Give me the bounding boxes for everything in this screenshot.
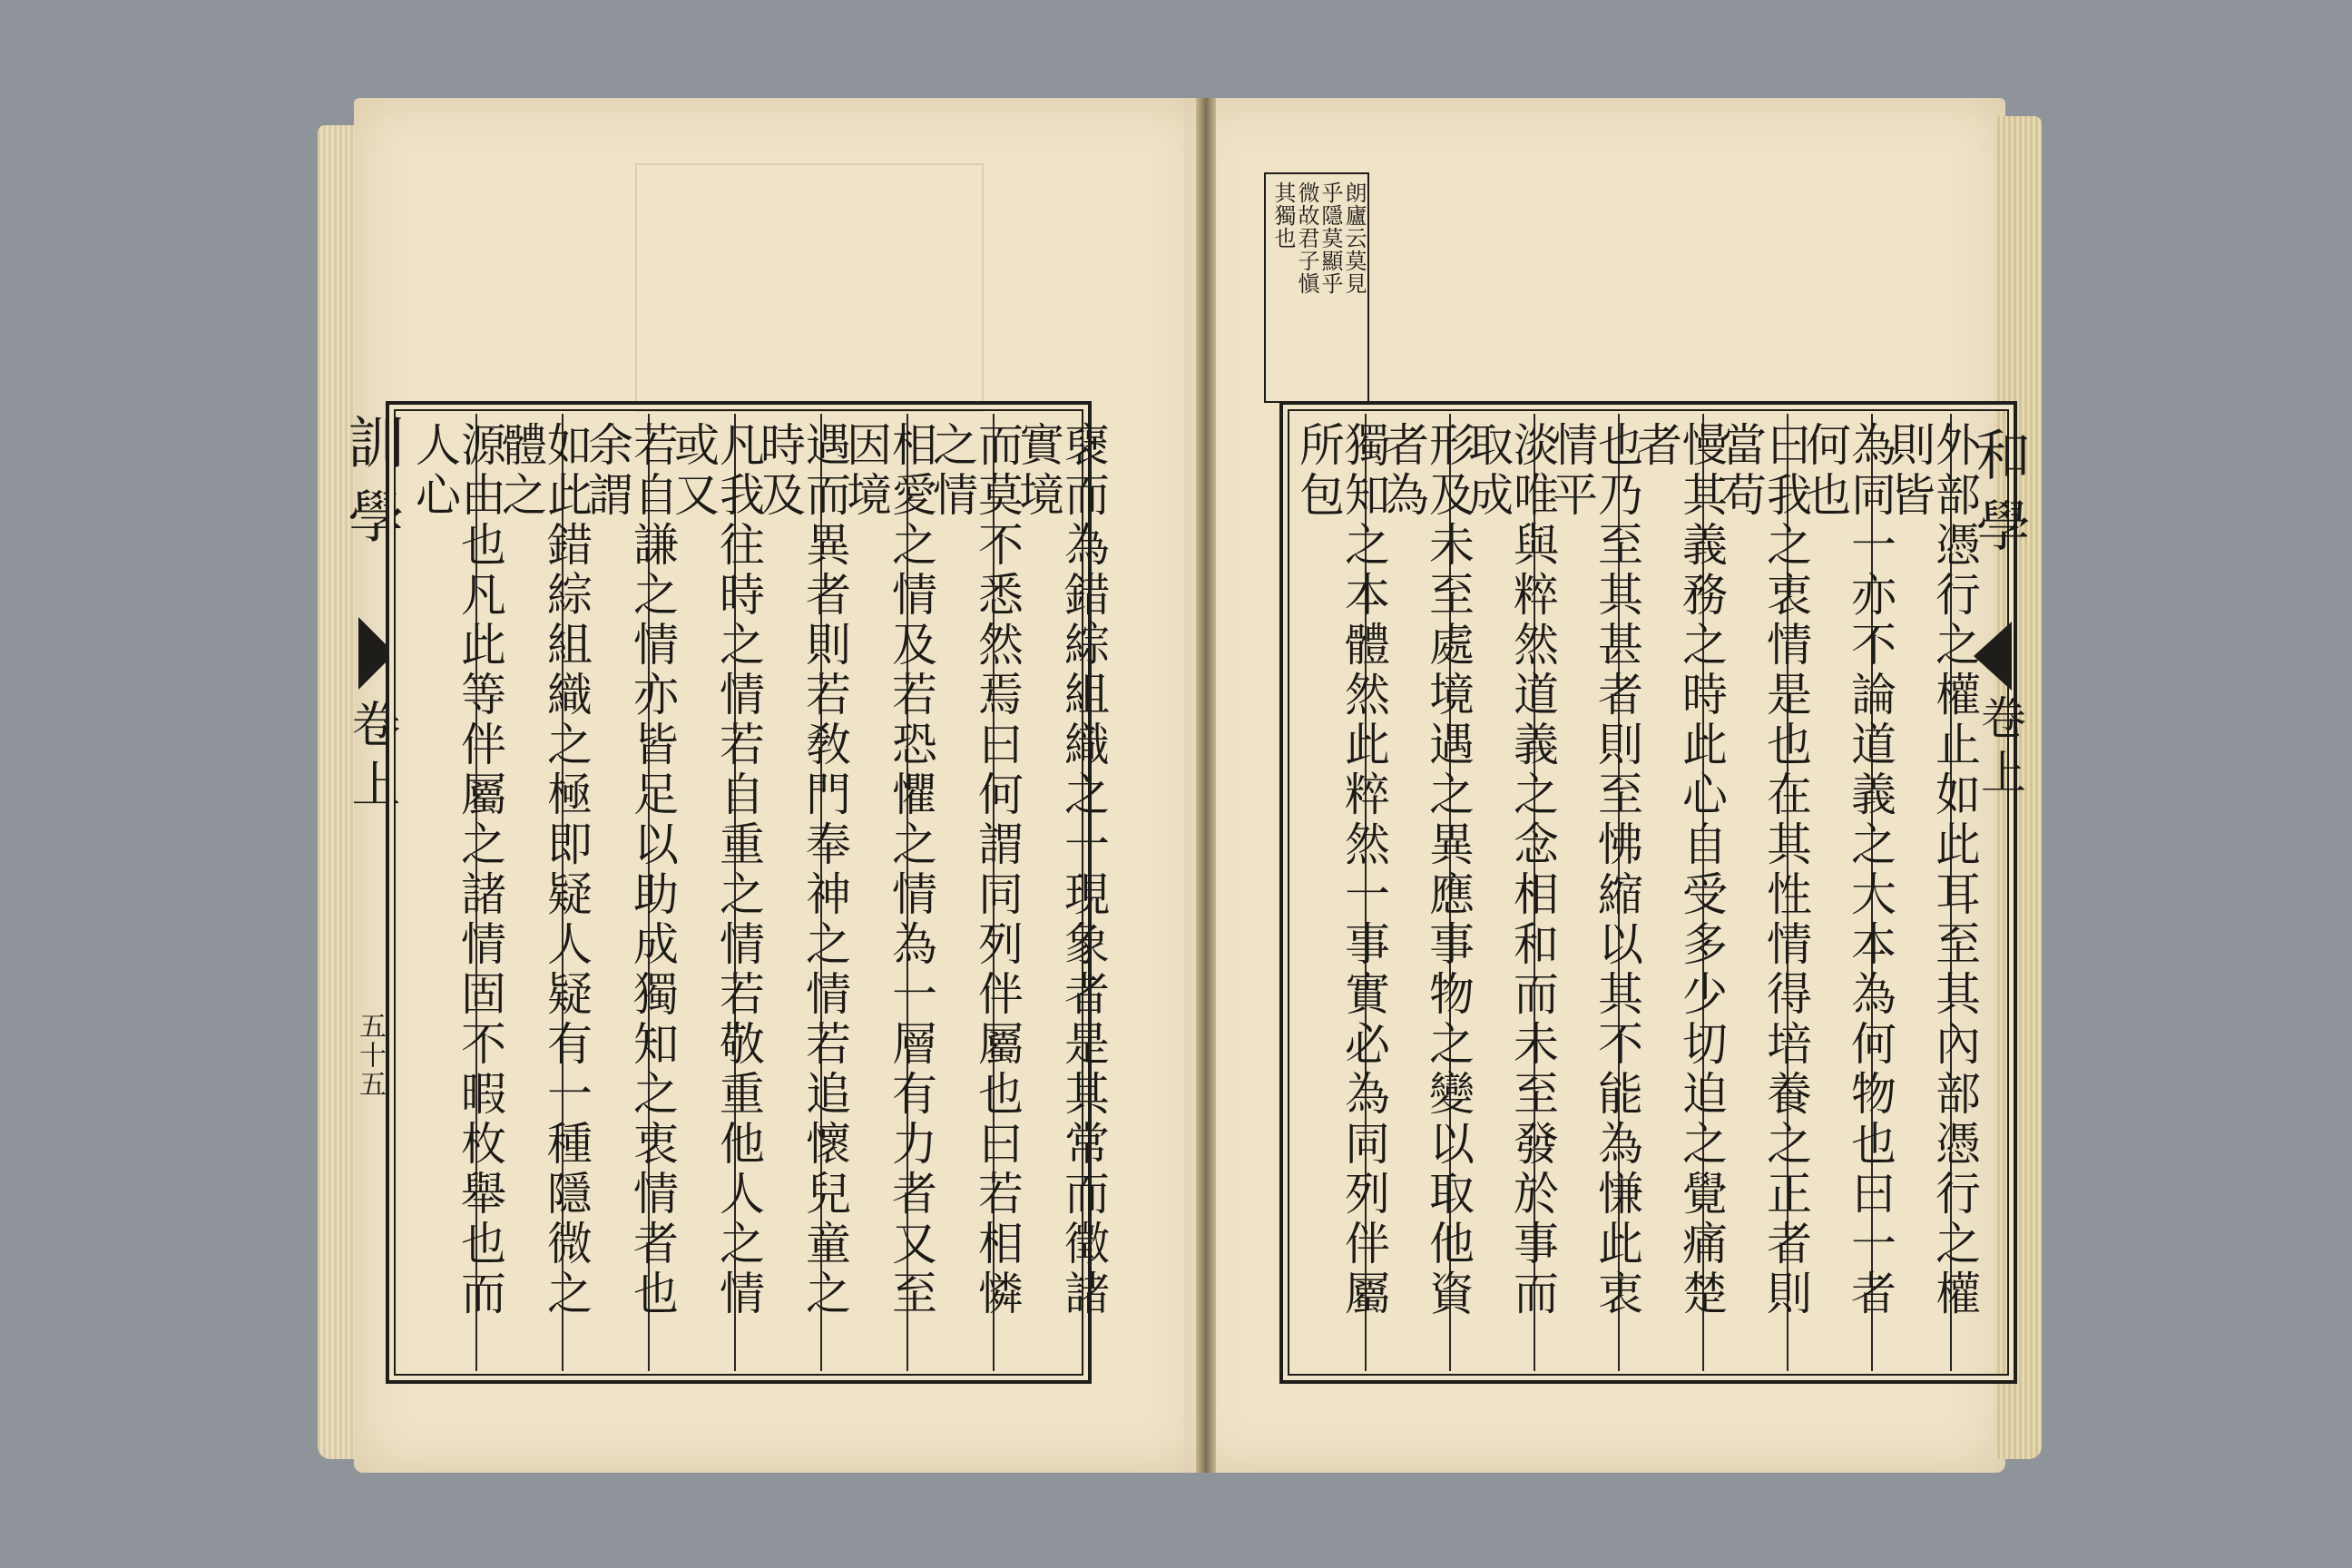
left-text-column: 源由也凡此等伴屬之諸情固不暇枚舉也而人心 [408,421,506,1319]
right-margin-fishtail [1974,622,2012,691]
right-text-column: 為同一亦不論道義之大本為何物也曰一者何也 [1798,421,1896,1319]
right-text-column: 曰我之衷情是也在其性情得培養之正者則當苟 [1714,421,1812,1319]
left-text-column: 凡我往時之情若自重之情若敬重他人之情或又 [667,421,765,1319]
right-text-column: 也乃至其甚者則至怫縮以其不能為慊此衷情平 [1545,421,1643,1319]
right-margin-title: 和學 [1967,426,2031,568]
left-text-column: 襃而為錯綜組織之一現象者是其常而徵諸實境 [1012,421,1110,1319]
left-text-column: 而莫不悉然焉曰何謂同列伴屬也曰若相憐之情 [926,421,1024,1319]
left-margin-title: 訓學 [338,413,405,562]
headnote-box [1264,172,1369,403]
headnote-line: 朗廬云莫見 [1341,181,1367,295]
left-text-column: 相愛之情及若恐懼之情為一層有力者又至因境 [839,421,937,1319]
left-margin-volume: 卷上 [344,699,401,818]
left-page-number: 五十五 [354,1012,386,1099]
left-text-column: 若自謙之情亦皆足以助成獨知之衷情者也余謂 [581,421,679,1319]
right-text-column: 慢其義務之時此心自受多少切迫之覺痛楚者 [1630,421,1728,1319]
right-text-column: 獨知之本體然此粹然一事實必為同列伴屬所包 [1292,421,1390,1319]
right-text-column: 淡唯與粹然道義之念相和而未至發於事而取成 [1461,421,1559,1319]
headnote-line: 微故君子愼 [1294,181,1319,295]
book-gutter [1196,98,1216,1473]
left-text-column: 如此錯綜組織之極即疑人疑有一種隱微之體之 [495,421,593,1319]
show-through-frame [635,163,984,412]
right-text-frame [1279,401,2017,1384]
right-margin-volume: 卷上 [1974,694,2026,803]
headnote-line: 其獨也 [1270,181,1296,250]
right-text-column: 外部憑行之權止如此耳至其內部憑行之權則皆 [1883,421,1981,1319]
headnote-line: 乎隱莫顯乎 [1318,181,1343,295]
left-text-frame [386,401,1110,1384]
right-text-column: 形及未至處境遇之異應事物之變以取他資者為 [1377,421,1475,1319]
left-text-column: 遇而異者則若敎門奉神之情若追懷兒童之時及 [753,421,851,1319]
